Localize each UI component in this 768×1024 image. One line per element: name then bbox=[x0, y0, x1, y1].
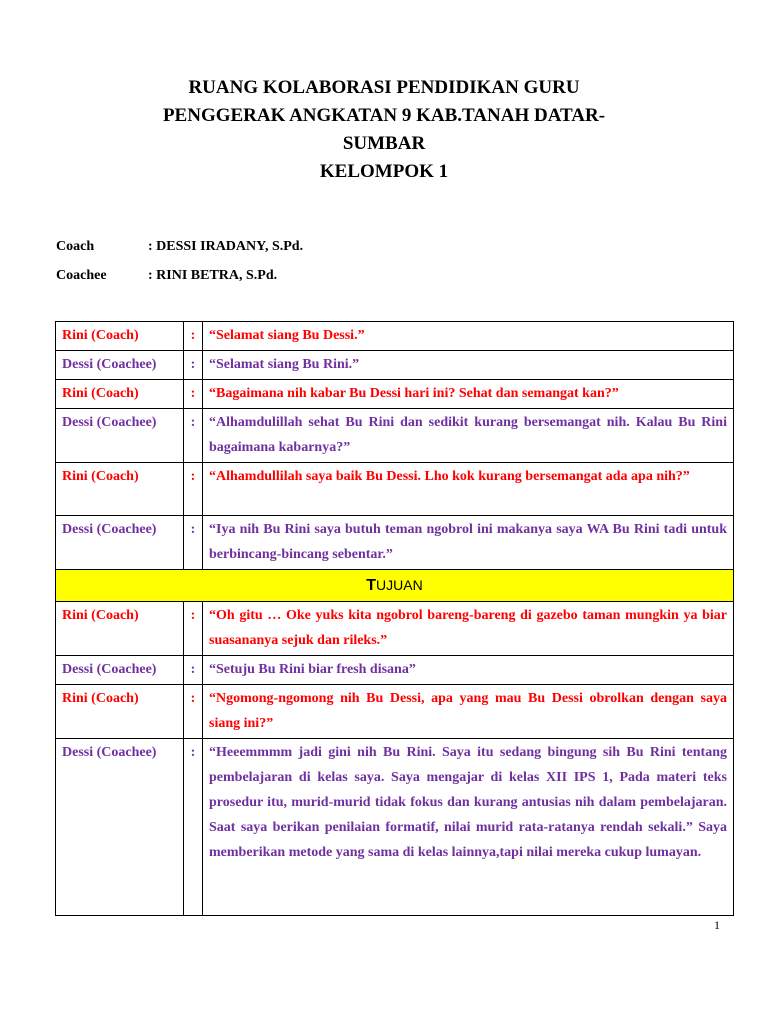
section-title bbox=[56, 570, 734, 602]
page-number: 1 bbox=[714, 918, 720, 932]
speaker-cell: Rini (Coach) bbox=[56, 602, 184, 656]
separator-cell: : bbox=[184, 516, 203, 570]
utterance-cell: “Bagaimana nih kabar Bu Dessi hari ini? Sehat dan semangat kan?” bbox=[203, 380, 734, 409]
section-title-initial: T bbox=[366, 577, 377, 594]
dialog-row bbox=[56, 656, 734, 685]
separator-cell: : bbox=[184, 602, 203, 656]
utterance-cell: “Iya nih Bu Rini saya butuh teman ngobrol ini makanya saya WA Bu Rini tadi untuk berbincang-bincang sebentar.” bbox=[203, 516, 734, 570]
coachee-value: : RINI BETRA, S.Pd. bbox=[148, 268, 278, 283]
utterance-cell: “Ngomong-ngomong nih Bu Dessi, apa yang mau Bu Dessi obrolkan dengan saya siang ini?” bbox=[203, 685, 734, 739]
document-title bbox=[0, 74, 768, 186]
separator-cell: : bbox=[184, 685, 203, 739]
coachee-info bbox=[56, 267, 277, 285]
speaker-cell: Rini (Coach) bbox=[56, 322, 184, 351]
separator-cell: : bbox=[184, 409, 203, 463]
dialog-row bbox=[56, 380, 734, 409]
separator-cell: : bbox=[184, 322, 203, 351]
coach-value: : DESSI IRADANY, S.Pd. bbox=[148, 239, 304, 254]
dialog-row bbox=[56, 463, 734, 516]
speaker-cell: Dessi (Coachee) bbox=[56, 739, 184, 916]
dialog-row bbox=[56, 516, 734, 570]
coachee-label: Coachee bbox=[56, 268, 107, 283]
coach-info bbox=[56, 238, 303, 256]
speaker-cell: Rini (Coach) bbox=[56, 463, 184, 516]
utterance-cell: “Selamat siang Bu Rini.” bbox=[203, 351, 734, 380]
utterance-cell: “Alhamdulillah sehat Bu Rini dan sedikit kurang bersemangat nih. Kalau Bu Rini bagaimana kabarnya?” bbox=[203, 409, 734, 463]
dialog-row bbox=[56, 685, 734, 739]
dialog-row bbox=[56, 602, 734, 656]
utterance-cell: “Setuju Bu Rini biar fresh disana” bbox=[203, 656, 734, 685]
section-header-tujuan bbox=[56, 570, 734, 602]
title-line-4: KELOMPOK 1 bbox=[319, 161, 449, 182]
speaker-cell: Dessi (Coachee) bbox=[56, 351, 184, 380]
section-title-rest: UJUAN bbox=[376, 577, 423, 593]
speaker-cell: Dessi (Coachee) bbox=[56, 516, 184, 570]
speaker-cell: Rini (Coach) bbox=[56, 685, 184, 739]
separator-cell: : bbox=[184, 656, 203, 685]
utterance-cell: “Heeemmmm jadi gini nih Bu Rini. Saya itu sedang bingung sih Bu Rini tentang pembelajaran di kelas saya. Saya mengajar di kelas XII IPS 1, Pada materi teks prosedur itu, murid-murid tidak fokus dan kurang antusias nih dalam pembelajaran. Saat saya berikan penilaian formatif, nilai murid rata-ratanya rendah sekali.” Saya memberikan metode yang sama di kelas lainnya,tapi nilai mereka cukup lumayan. bbox=[203, 739, 734, 916]
dialog-row bbox=[56, 322, 734, 351]
dialog-row bbox=[56, 409, 734, 463]
utterance-cell: “Alhamdullilah saya baik Bu Dessi. Lho kok kurang bersemangat ada apa nih?” bbox=[203, 463, 734, 516]
title-line-3: SUMBAR bbox=[342, 133, 426, 154]
speaker-cell: Dessi (Coachee) bbox=[56, 409, 184, 463]
speaker-cell: Rini (Coach) bbox=[56, 380, 184, 409]
separator-cell: : bbox=[184, 380, 203, 409]
dialog-row bbox=[56, 351, 734, 380]
utterance-cell: “Selamat siang Bu Dessi.” bbox=[203, 322, 734, 351]
separator-cell: : bbox=[184, 351, 203, 380]
separator-cell: : bbox=[184, 739, 203, 916]
utterance-cell: “Oh gitu … Oke yuks kita ngobrol bareng-bareng di gazebo taman mungkin ya biar suasananya sejuk dan rileks.” bbox=[203, 602, 734, 656]
title-line-2: PENGGERAK ANGKATAN 9 KAB.TANAH DATAR- bbox=[162, 105, 606, 126]
coach-label: Coach bbox=[56, 239, 95, 254]
separator-cell: : bbox=[184, 463, 203, 516]
dialog-table bbox=[55, 321, 734, 916]
title-line-1: RUANG KOLABORASI PENDIDIKAN GURU bbox=[188, 77, 580, 98]
dialog-row bbox=[56, 739, 734, 916]
speaker-cell: Dessi (Coachee) bbox=[56, 656, 184, 685]
